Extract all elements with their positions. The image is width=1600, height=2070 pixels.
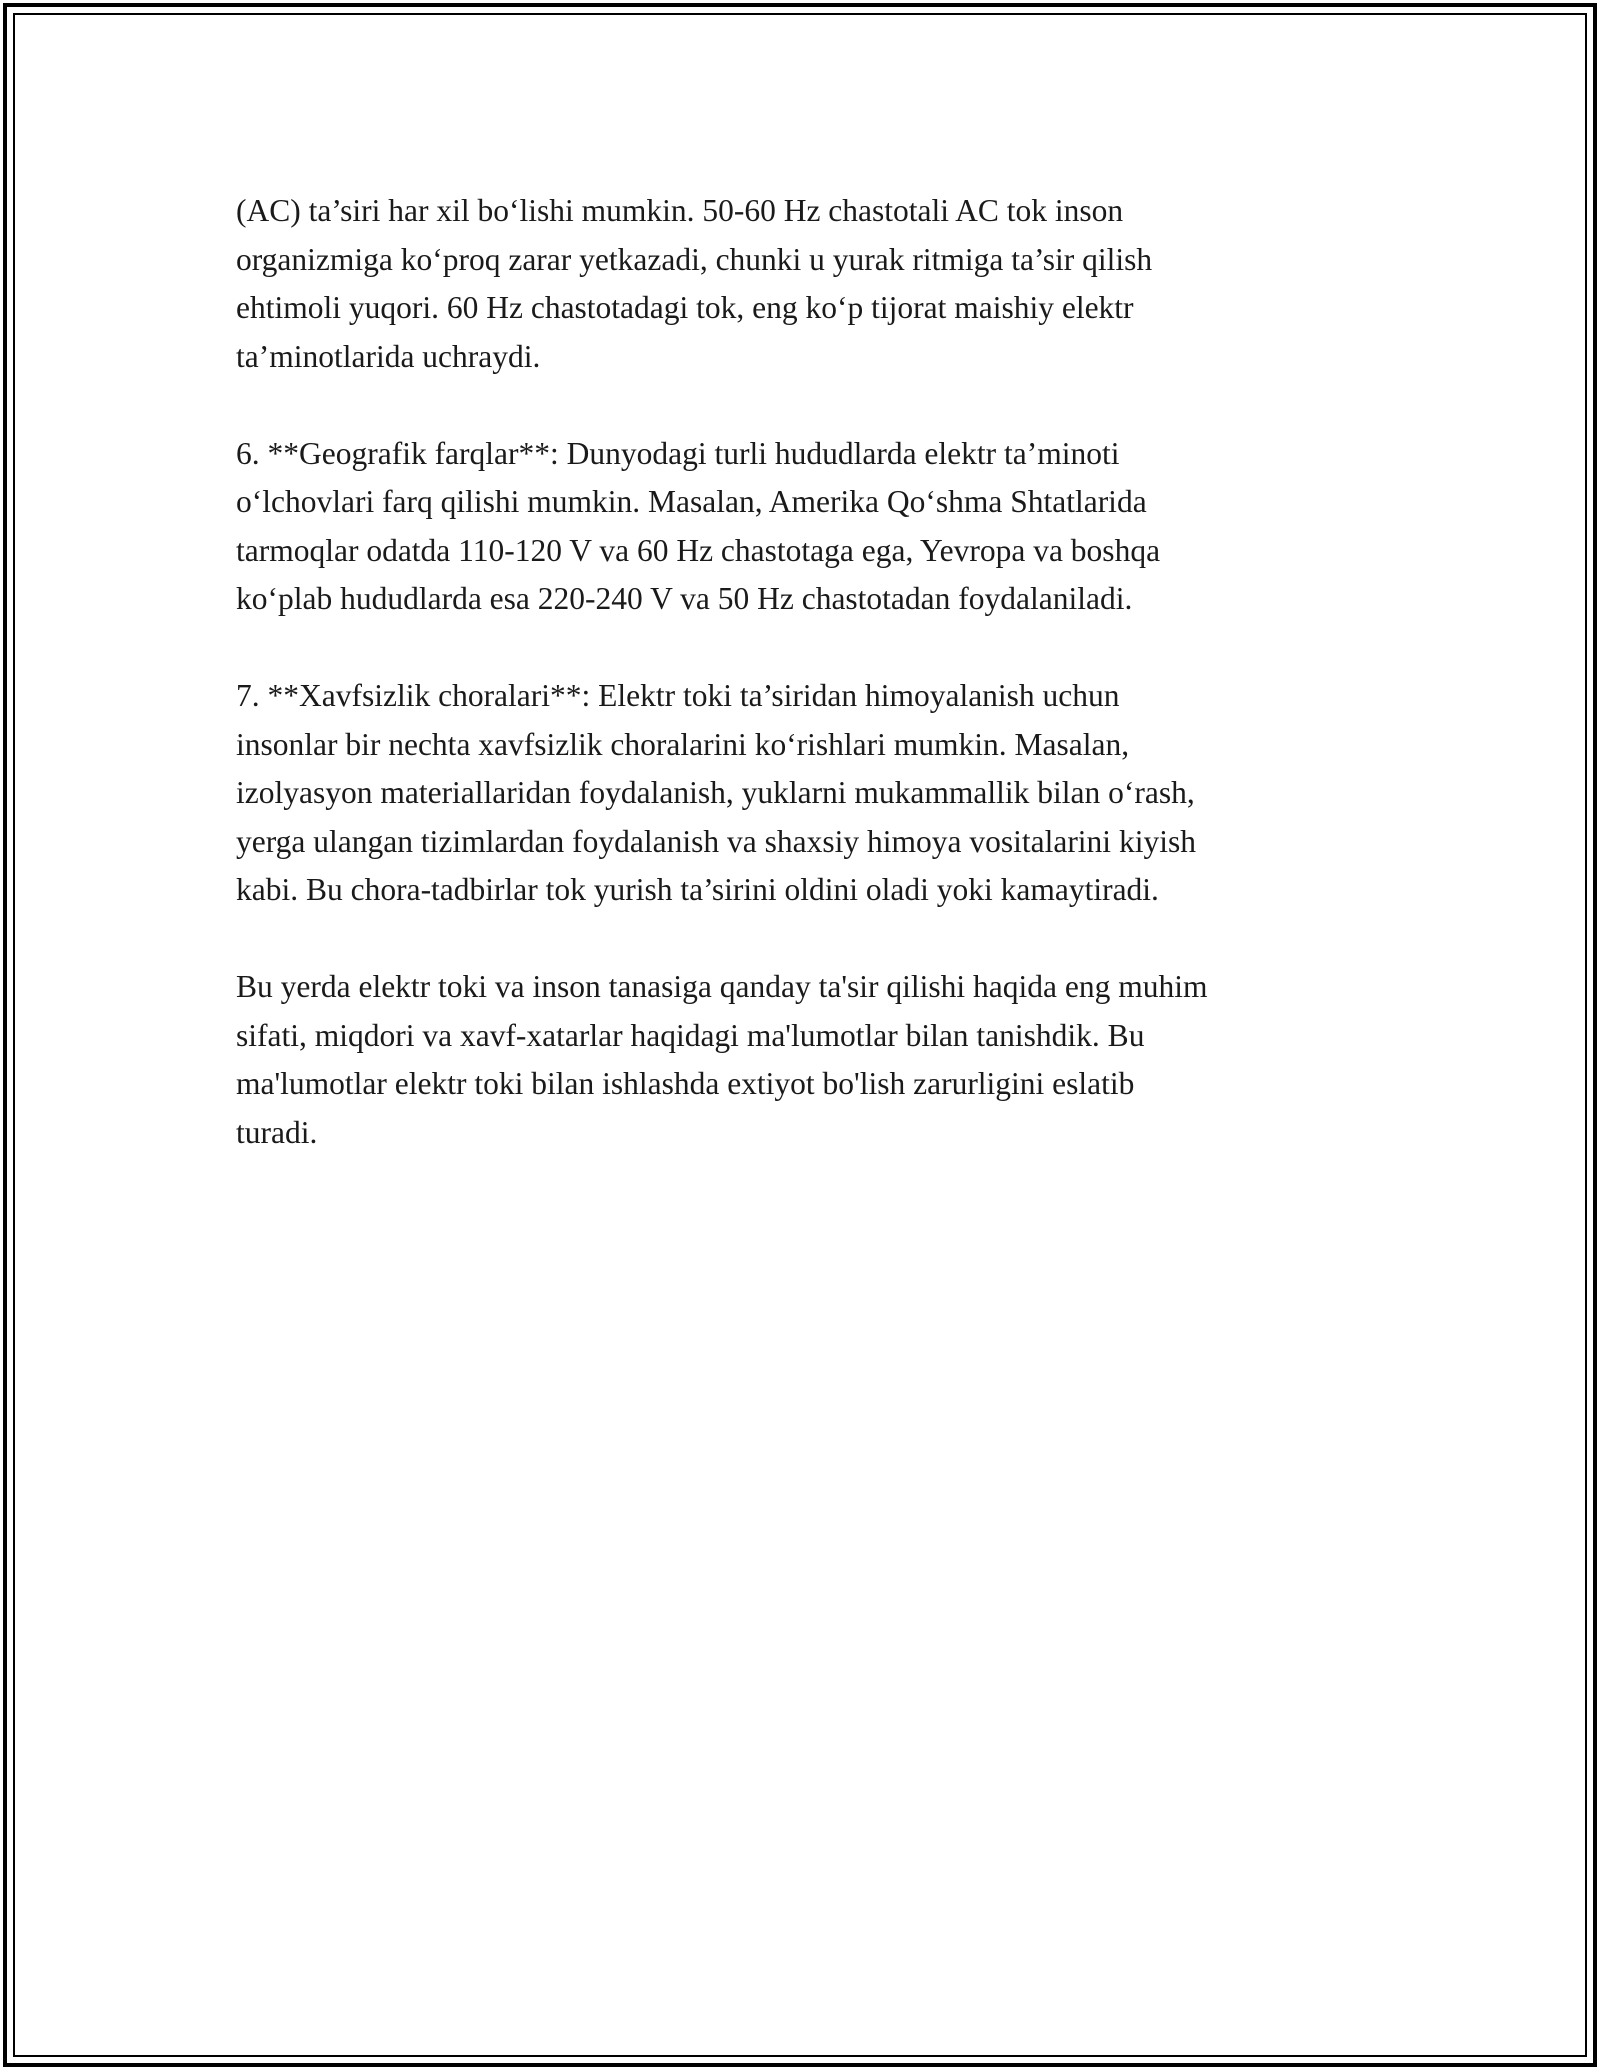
document-body [236, 187, 1376, 1206]
paragraph-conclusion: Bu yerda elektr toki va inson tanasiga qanday ta'sir qilishi haqida eng muhim sifati, miqdori va xavf-xatarlar haqidagi ma'lumotlar bilan tanishdik. Bu ma'lumotlar elektr toki bilan ishlashda extiyot bo'lish zarurligini eslatib turadi. [236, 969, 1208, 1150]
paragraph-ac-frequency: (AC) ta’siri har xil bo‘lishi mumkin. 50-60 Hz chastotali AC tok inson organizmiga ko‘proq zarar yetkazadi, chunki u yurak ritmiga ta’sir qilish ehtimoli yuqori. 60 Hz chastotadagi tok, eng ko‘p tijorat maishiy elektr ta’minotlarida uchraydi. [236, 193, 1153, 374]
paragraph-geographic-differences: 6. **Geografik farqlar**: Dunyodagi turli hududlarda elektr ta’minoti o‘lchovlari farq qilishi mumkin. Masalan, Amerika Qo‘shma Shtatlarida tarmoqlar odatda 110-120 V va 60 Hz chastotaga ega, Yevropa va boshqa ko‘plab hududlarda esa 220-240 V va 50 Hz chastotadan foydalaniladi. [236, 435, 1161, 616]
paragraph-safety-measures: 7. **Xavfsizlik choralari**: Elektr toki ta’siridan himoyalanish uchun insonlar bir nechta xavfsizlik choralarini ko‘rishlari mumkin. Masalan, izolyasyon materiallaridan foydalanish, yuklarni mukammallik bilan o‘rash, yerga ulangan tizimlardan foydalanish va shaxsiy himoya vositalarini kiyish kabi. Bu chora-tadbirlar tok yurish ta’sirini oldini oladi yoki kamaytiradi. [236, 678, 1196, 907]
